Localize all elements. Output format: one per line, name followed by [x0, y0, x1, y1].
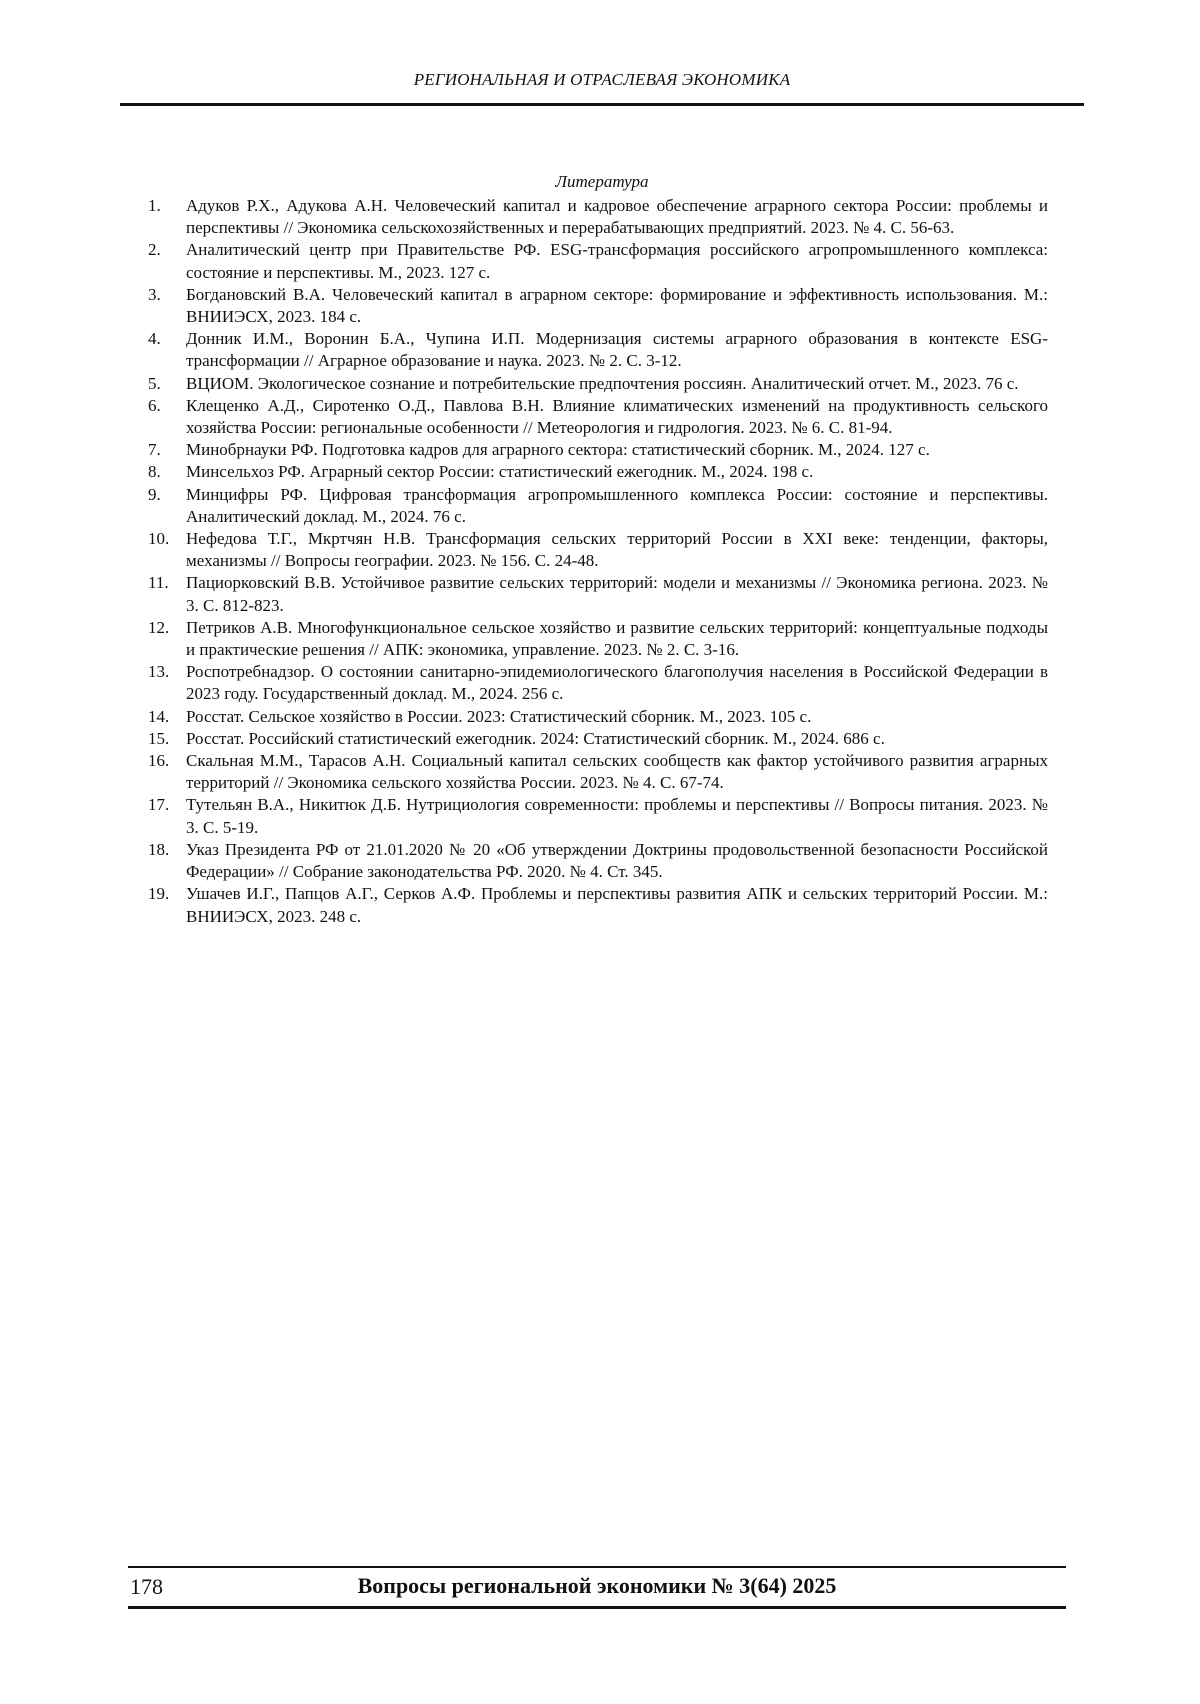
reference-text: Минсельхоз РФ. Аграрный сектор России: статистический ежегодник. М., 2024. 198 с. — [186, 462, 814, 482]
reference-item — [148, 195, 1048, 239]
reference-item — [148, 528, 1048, 572]
reference-number: 4. — [148, 329, 161, 349]
reference-item — [148, 328, 1048, 372]
reference-number: 11. — [148, 573, 169, 593]
reference-number: 14. — [148, 706, 170, 726]
reference-item — [148, 617, 1048, 661]
reference-number: 1. — [148, 196, 161, 215]
reference-number: 8. — [148, 462, 161, 482]
reference-text: Роспотребнадзор. О состоянии санитарно-эпидемиологического благополучия населения в Российской Федерации в 2023 году. Государственный доклад. М., 2024. 256 с. — [186, 662, 1048, 704]
reference-text: Нефедова Т.Г., Мкртчян Н.В. Трансформация сельских территорий России в XXI веке: тенденции, факторы, механизмы // Вопросы географии. 2023. № 156. С. 24-48. — [186, 529, 1048, 571]
reference-item — [148, 661, 1048, 705]
reference-item — [148, 728, 1048, 750]
reference-text: ВЦИОМ. Экологическое сознание и потребительские предпочтения россиян. Аналитический отчет. М., 2023. 76 с. — [186, 373, 1019, 393]
reference-number: 13. — [148, 662, 170, 682]
running-head: РЕГИОНАЛЬНАЯ И ОТРАСЛЕВАЯ ЭКОНОМИКА — [413, 70, 791, 89]
reference-text: Росстат. Сельское хозяйство в России. 2023: Статистический сборник. М., 2023. 105 с. — [186, 706, 812, 726]
reference-number: 7. — [148, 440, 161, 460]
reference-text: Указ Президента РФ от 21.01.2020 № 20 «Об утверждении Доктрины продовольственной безопасности Российской Федерации» // Собрание законодательства РФ. 2020. № 4. Ст. 345. — [186, 839, 1048, 882]
reference-text: Донник И.М., Воронин Б.А., Чупина И.П. Модернизация системы аграрного образования в контексте ESG-трансформации // Аграрное образование и наука. 2023. № 2. С. 3-12. — [186, 329, 1048, 371]
reference-number: 9. — [148, 484, 161, 504]
reference-item — [148, 883, 1048, 927]
reference-text: Аналитический центр при Правительстве РФ. ESG-трансформация российского агропромышленного комплекса: состояние и перспективы. М., 2023. 127 с. — [186, 240, 1048, 282]
reference-text: Тутельян В.А., Никитюк Д.Б. Нутрициология современности: проблемы и перспективы // Вопросы питания. 2023. № 3. С. 5-19. — [186, 795, 1048, 837]
reference-number: 15. — [148, 728, 170, 748]
reference-number: 12. — [148, 617, 170, 637]
reference-text: Скальная М.М., Тарасов А.Н. Социальный капитал сельских сообществ как фактор устойчивого развития аграрных территорий // Экономика сельского хозяйства России. 2023. № 4. С. 67-74. — [186, 751, 1048, 793]
journal-title: Вопросы региональной экономики № 3(64) 2025 — [357, 1573, 837, 1598]
top-rule — [120, 103, 1084, 106]
reference-text: Росстат. Российский статистический ежегодник. 2024: Статистический сборник. М., 2024. 686 с. — [186, 728, 885, 748]
reference-item — [148, 839, 1048, 883]
reference-text: Богдановский В.А. Человеческий капитал в аграрном секторе: формирование и эффективность использования. М.: ВНИИЭСХ, 2023. 184 с. — [186, 284, 1048, 327]
reference-number: 5. — [148, 373, 161, 393]
reference-item — [148, 750, 1048, 794]
reference-text: Ушачев И.Г., Папцов А.Г., Серков А.Ф. Проблемы и перспективы развития АПК и сельских территорий России. М.: ВНИИЭСХ, 2023. 248 с. — [186, 884, 1048, 926]
reference-item — [148, 484, 1048, 528]
references-title: Литература — [555, 172, 649, 191]
reference-number: 3. — [148, 284, 161, 304]
reference-number: 18. — [148, 839, 170, 859]
reference-item — [148, 572, 1048, 616]
reference-number: 10. — [148, 529, 170, 549]
reference-text: Адуков Р.Х., Адукова А.Н. Человеческий капитал и кадровое обеспечение аграрного сектора России: проблемы и перспективы // Экономика сельскохозяйственных и перерабатывающих предприятий. 2023. № 4. С. 56-63. — [186, 196, 1048, 238]
reference-number: 16. — [148, 751, 170, 771]
reference-number: 19. — [148, 884, 170, 904]
reference-text: Петриков А.В. Многофункциональное сельское хозяйство и развитие сельских территорий: концептуальные подходы и практические решения // АПК: экономика, управление. 2023. № 2. С. 3-16. — [186, 617, 1048, 660]
reference-number: 2. — [148, 240, 161, 260]
reference-item — [148, 284, 1048, 328]
reference-item — [148, 706, 1048, 728]
reference-item — [148, 461, 1048, 483]
reference-item — [148, 373, 1048, 395]
reference-item — [148, 794, 1048, 838]
footer-rule-top — [128, 1566, 1066, 1568]
reference-number: 17. — [148, 795, 170, 815]
reference-text: Минцифры РФ. Цифровая трансформация агропромышленного комплекса России: состояние и перспективы. Аналитический доклад. М., 2024. 76 с. — [186, 484, 1048, 526]
footer-rule-bottom — [128, 1606, 1066, 1609]
reference-text: Клещенко А.Д., Сиротенко О.Д., Павлова В.Н. Влияние климатических изменений на продуктивность сельского хозяйства России: региональные особенности // Метеорология и гидрология. 2023. № 6. С. 81-94. — [186, 395, 1048, 438]
page-number: 178 — [130, 1574, 163, 1599]
reference-text: Минобрнауки РФ. Подготовка кадров для аграрного сектора: статистический сборник. М., 2024. 127 с. — [186, 440, 930, 460]
reference-number: 6. — [148, 395, 161, 415]
reference-item — [148, 395, 1048, 439]
references-list — [148, 195, 1048, 928]
reference-item — [148, 239, 1048, 283]
reference-text: Пациорковский В.В. Устойчивое развитие сельских территорий: модели и механизмы // Экономика региона. 2023. № 3. С. 812-823. — [186, 573, 1048, 615]
reference-item — [148, 439, 1048, 461]
